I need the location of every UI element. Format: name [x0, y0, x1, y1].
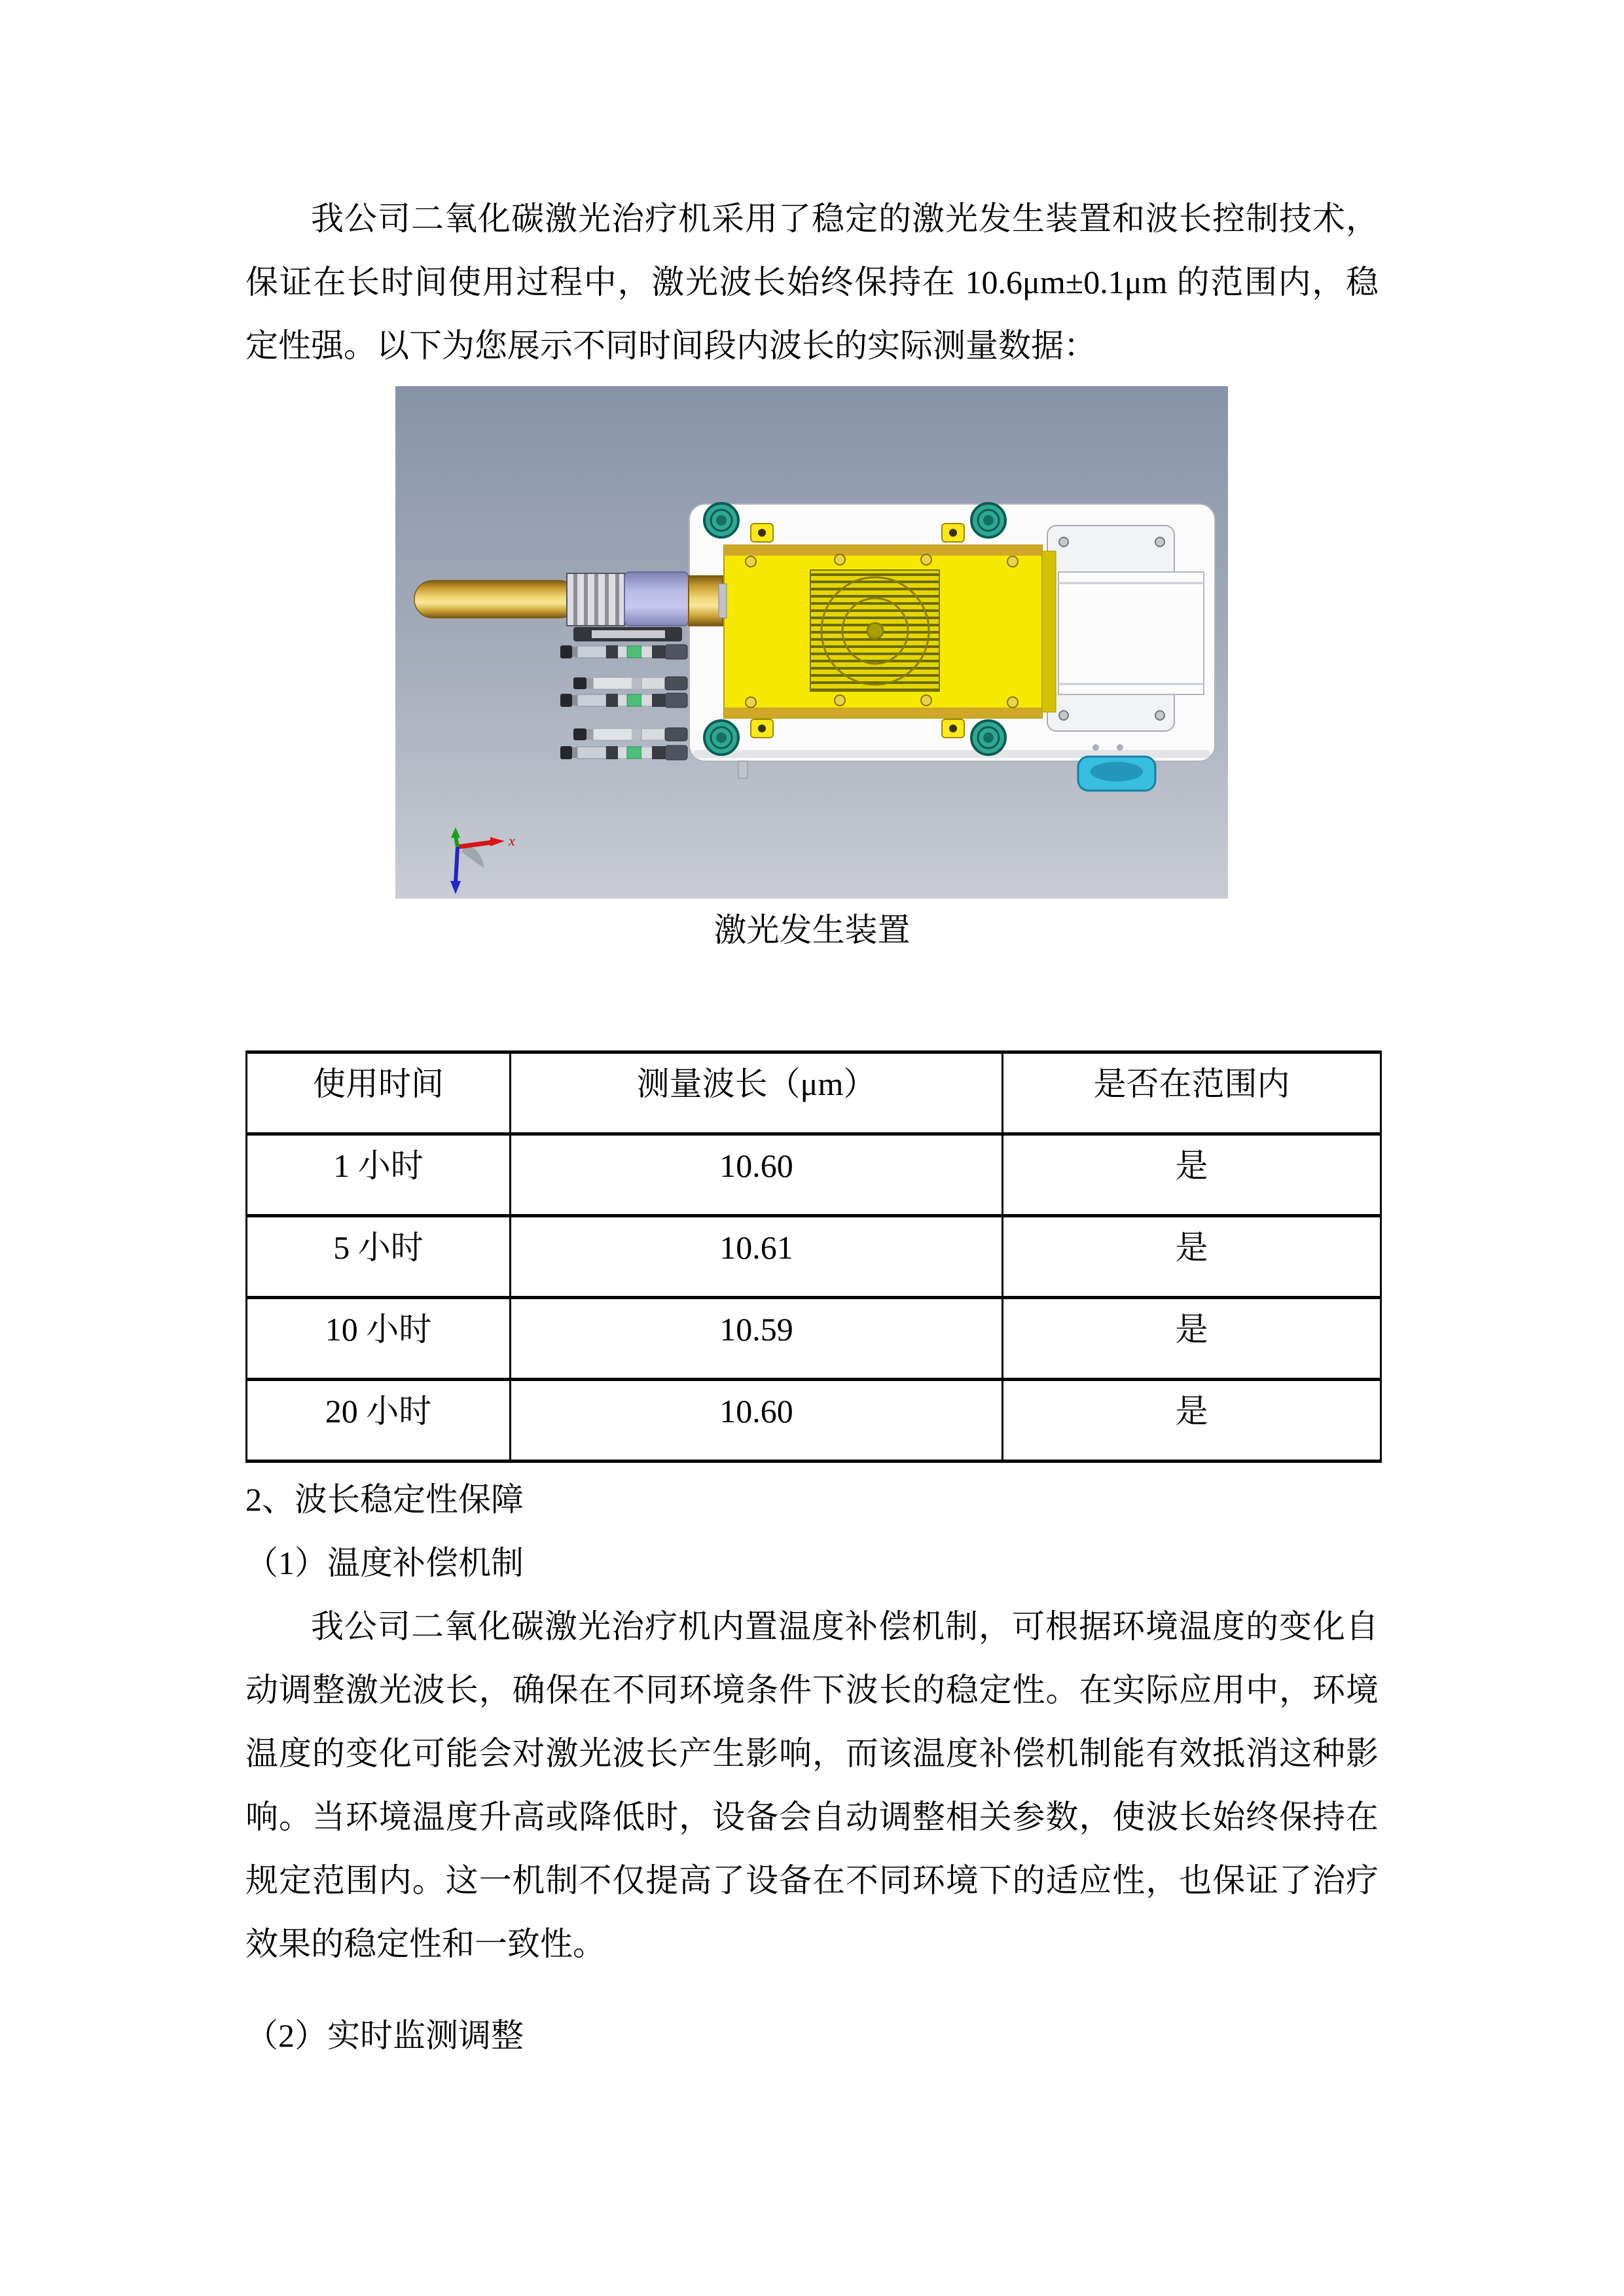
cell-usage-time: 10 小时	[247, 1298, 511, 1380]
figure-caption: 激光发生装置	[713, 912, 911, 948]
silver-ring-stack	[567, 573, 624, 626]
cell-usage-time: 20 小时	[247, 1380, 511, 1462]
laser-device-figure	[395, 386, 1228, 899]
cell-in-range: 是	[1003, 1216, 1381, 1298]
section-heading: 2、波长稳定性保障	[245, 1481, 524, 1518]
document-content	[245, 0, 1379, 2068]
table-header-row	[247, 1052, 1381, 1134]
cell-wavelength: 10.60	[511, 1134, 1003, 1216]
hex-nut-icon	[971, 503, 1005, 537]
hex-nut-icon	[704, 503, 738, 537]
purple-coupler	[624, 572, 689, 626]
cyan-port	[1078, 757, 1155, 791]
right-white-box	[1058, 572, 1204, 694]
cell-in-range: 是	[1003, 1298, 1381, 1380]
table-row	[247, 1216, 1381, 1298]
cell-wavelength: 10.61	[511, 1216, 1003, 1298]
subsection-heading-2: （2）实时监测调整	[245, 2017, 524, 2054]
intro-paragraph: 我公司二氧化碳激光治疗机采用了稳定的激光发生装置和波长控制技术，保证在长时间使用过程中，激光波长始终保持在 10.6μm±0.1μm 的范围内，稳定性强。以下为您展示不同时间段内波长的实际测量数据：	[245, 200, 1379, 364]
subsection-heading-1: （1）温度补偿机制	[245, 1545, 524, 1581]
gold-beam-tube	[414, 581, 578, 618]
col-header-in-range: 是否在范围内	[1003, 1052, 1381, 1134]
table-row	[247, 1134, 1381, 1216]
cell-in-range: 是	[1003, 1134, 1381, 1216]
vent-grille	[810, 570, 939, 691]
wavelength-table	[245, 1050, 1382, 1463]
col-header-measured-wavelength: 测量波长（μm）	[511, 1052, 1003, 1134]
mechanism-paragraph: 我公司二氧化碳激光治疗机内置温度补偿机制，可根据环境温度的变化自动调整激光波长，确保在不同环境条件下波长的稳定性。在实际应用中，环境温度的变化可能会对激光波长产生影响，而该温度补偿机制能有效抵消这种影响。当环境温度升高或降低时，设备会自动调整相关参数，使波长始终保持在规定范围内。这一机制不仅提高了设备在不同环境下的适应性，也保证了治疗效果的稳定性和一致性。	[245, 1608, 1379, 1962]
laser-device-cad-render	[395, 386, 1228, 899]
cell-usage-time: 5 小时	[247, 1216, 511, 1298]
cell-wavelength: 10.59	[511, 1298, 1003, 1380]
hex-nut-icon	[704, 721, 738, 755]
cell-usage-time: 1 小时	[247, 1134, 511, 1216]
axis-x-label: x	[509, 833, 515, 849]
table-row	[247, 1380, 1381, 1462]
beam-tube-assembly	[414, 572, 727, 626]
table-row	[247, 1298, 1381, 1380]
gold-collar	[689, 576, 723, 626]
col-header-usage-time: 使用时间	[247, 1052, 511, 1134]
cell-wavelength: 10.60	[511, 1380, 1003, 1462]
small-bottom-tab	[738, 761, 748, 778]
hex-nut-icon	[971, 721, 1005, 755]
cell-in-range: 是	[1003, 1380, 1381, 1462]
